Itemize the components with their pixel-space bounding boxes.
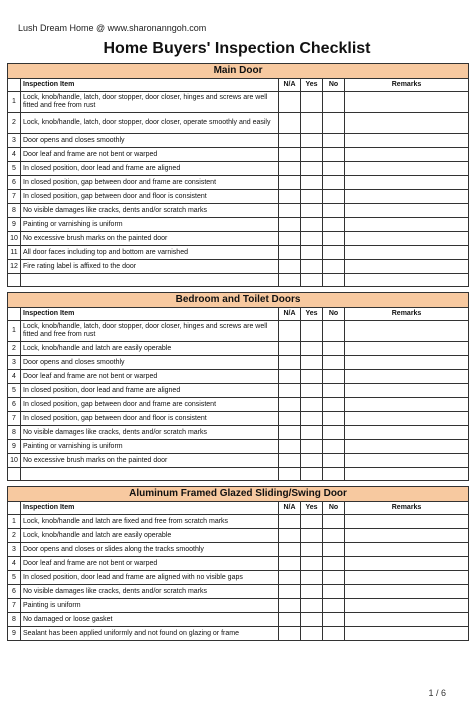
- inspection-item: Lock, knob/handle, latch, door stopper, door closer, operate smoothly and easily: [21, 113, 279, 134]
- checklist-row: [8, 260, 469, 274]
- row-number: 10: [8, 232, 21, 246]
- row-number: 2: [8, 113, 21, 134]
- inspection-item: Fire rating label is affixed to the door: [21, 260, 279, 274]
- na-checkbox-cell[interactable]: [279, 412, 301, 426]
- na-checkbox-cell[interactable]: [279, 134, 301, 148]
- column-header-number: [8, 308, 21, 321]
- row-number: 5: [8, 571, 21, 585]
- row-number: 7: [8, 599, 21, 613]
- inspection-item: Door leaf and frame are not bent or warped: [21, 148, 279, 162]
- yes-checkbox-cell[interactable]: [301, 92, 323, 113]
- remarks-cell[interactable]: [345, 321, 469, 342]
- remarks-cell[interactable]: [345, 585, 469, 599]
- inspection-item: Painting is uniform: [21, 599, 279, 613]
- remarks-cell[interactable]: [345, 440, 469, 454]
- na-checkbox-cell[interactable]: [279, 515, 301, 529]
- column-header-no: No: [323, 308, 345, 321]
- inspection-item: In closed position, gap between door and floor is consistent: [21, 190, 279, 204]
- remarks-cell[interactable]: [345, 515, 469, 529]
- no-checkbox-cell[interactable]: [323, 218, 345, 232]
- na-checkbox-cell[interactable]: [279, 148, 301, 162]
- remarks-cell[interactable]: [345, 557, 469, 571]
- na-checkbox-cell[interactable]: [279, 176, 301, 190]
- row-number: 2: [8, 342, 21, 356]
- no-checkbox-cell[interactable]: [323, 613, 345, 627]
- row-number: 9: [8, 218, 21, 232]
- remarks-cell[interactable]: [345, 599, 469, 613]
- remarks-cell[interactable]: [345, 176, 469, 190]
- row-number: 7: [8, 190, 21, 204]
- no-checkbox-cell[interactable]: [323, 557, 345, 571]
- na-checkbox-cell[interactable]: [279, 113, 301, 134]
- checklist-row: [8, 370, 469, 384]
- inspection-item: Door leaf and frame are not bent or warped: [21, 557, 279, 571]
- checklist-row: [8, 232, 469, 246]
- column-header-remarks: Remarks: [345, 308, 469, 321]
- column-header-no: No: [323, 79, 345, 92]
- column-header-number: [8, 502, 21, 515]
- column-header-row: [8, 308, 469, 321]
- na-checkbox-cell[interactable]: [279, 342, 301, 356]
- yes-checkbox-cell[interactable]: [301, 613, 323, 627]
- column-header-yes: Yes: [301, 79, 323, 92]
- document-title: Home Buyers' Inspection Checklist: [103, 40, 371, 57]
- inspection-item: Painting or varnishing is uniform: [21, 218, 279, 232]
- column-header-na: N/A: [279, 308, 301, 321]
- row-number: 4: [8, 557, 21, 571]
- checklist-row: [8, 176, 469, 190]
- yes-checkbox-cell[interactable]: [301, 426, 323, 440]
- na-checkbox-cell[interactable]: [279, 599, 301, 613]
- na-checkbox-cell[interactable]: [279, 571, 301, 585]
- no-checkbox-cell[interactable]: [323, 398, 345, 412]
- remarks-cell[interactable]: [345, 274, 469, 287]
- checklist-row: [8, 321, 469, 342]
- no-checkbox-cell[interactable]: [323, 356, 345, 370]
- no-checkbox-cell[interactable]: [323, 342, 345, 356]
- section-header: [8, 487, 469, 502]
- remarks-cell[interactable]: [345, 148, 469, 162]
- na-checkbox-cell[interactable]: [279, 627, 301, 641]
- row-number: 3: [8, 134, 21, 148]
- checklist-row: [8, 148, 469, 162]
- blank-row: [8, 274, 469, 287]
- checklist-row: [8, 454, 469, 468]
- inspection-item: Painting or varnishing is uniform: [21, 440, 279, 454]
- column-header-item: Inspection Item: [21, 502, 279, 515]
- blank-row: [8, 468, 469, 481]
- yes-checkbox-cell[interactable]: [301, 454, 323, 468]
- na-checkbox-cell[interactable]: [279, 468, 301, 481]
- row-number: 2: [8, 529, 21, 543]
- column-header-no: No: [323, 502, 345, 515]
- no-checkbox-cell[interactable]: [323, 585, 345, 599]
- yes-checkbox-cell[interactable]: [301, 571, 323, 585]
- checklist-row: [8, 384, 469, 398]
- no-checkbox-cell[interactable]: [323, 529, 345, 543]
- yes-checkbox-cell[interactable]: [301, 370, 323, 384]
- inspection-item: Lock, knob/handle and latch are easily operable: [21, 529, 279, 543]
- na-checkbox-cell[interactable]: [279, 321, 301, 342]
- na-checkbox-cell[interactable]: [279, 232, 301, 246]
- remarks-cell[interactable]: [345, 134, 469, 148]
- column-header-remarks: Remarks: [345, 502, 469, 515]
- inspection-item: Door opens and closes or slides along the tracks smoothly: [21, 543, 279, 557]
- column-header-row: [8, 502, 469, 515]
- checklist-row: [8, 204, 469, 218]
- column-header-number: [8, 79, 21, 92]
- row-number: 10: [8, 454, 21, 468]
- row-number: 5: [8, 162, 21, 176]
- na-checkbox-cell[interactable]: [279, 398, 301, 412]
- row-number: 11: [8, 246, 21, 260]
- yes-checkbox-cell[interactable]: [301, 599, 323, 613]
- checklist-row: [8, 246, 469, 260]
- column-header-remarks: Remarks: [345, 79, 469, 92]
- header-note: Lush Dream Home @ www.sharonanngoh.com: [18, 23, 207, 33]
- remarks-cell[interactable]: [345, 571, 469, 585]
- inspection-item: In closed position, gap between door and frame are consistent: [21, 176, 279, 190]
- checklist-row: [8, 412, 469, 426]
- row-number: 6: [8, 176, 21, 190]
- remarks-cell[interactable]: [345, 113, 469, 134]
- inspection-item: In closed position, gap between door and frame are consistent: [21, 398, 279, 412]
- inspection-item: In closed position, gap between door and floor is consistent: [21, 412, 279, 426]
- inspection-item: All door faces including top and bottom are varnished: [21, 246, 279, 260]
- inspection-item[interactable]: [21, 274, 279, 287]
- checklist-row: [8, 342, 469, 356]
- yes-checkbox-cell[interactable]: [301, 190, 323, 204]
- checklist-row: [8, 190, 469, 204]
- yes-checkbox-cell[interactable]: [301, 218, 323, 232]
- na-checkbox-cell[interactable]: [279, 246, 301, 260]
- row-number: 8: [8, 204, 21, 218]
- column-header-na: N/A: [279, 502, 301, 515]
- na-checkbox-cell[interactable]: [279, 356, 301, 370]
- remarks-cell[interactable]: [345, 384, 469, 398]
- na-checkbox-cell[interactable]: [279, 440, 301, 454]
- checklist-row: [8, 543, 469, 557]
- no-checkbox-cell[interactable]: [323, 468, 345, 481]
- no-checkbox-cell[interactable]: [323, 190, 345, 204]
- remarks-cell[interactable]: [345, 260, 469, 274]
- checklist-row: [8, 557, 469, 571]
- inspection-item: No visible damages like cracks, dents and/or scratch marks: [21, 204, 279, 218]
- no-checkbox-cell[interactable]: [323, 274, 345, 287]
- row-number: 8: [8, 613, 21, 627]
- section-title: Aluminum Framed Glazed Sliding/Swing Door: [8, 487, 469, 502]
- remarks-cell[interactable]: [345, 412, 469, 426]
- na-checkbox-cell[interactable]: [279, 529, 301, 543]
- row-number: [8, 468, 21, 481]
- no-checkbox-cell[interactable]: [323, 321, 345, 342]
- checklist-row: [8, 113, 469, 134]
- checklist-row: [8, 440, 469, 454]
- na-checkbox-cell[interactable]: [279, 190, 301, 204]
- section-title: Main Door: [8, 64, 469, 79]
- section-title: Bedroom and Toilet Doors: [8, 293, 469, 308]
- no-checkbox-cell[interactable]: [323, 162, 345, 176]
- checklist-row: [8, 398, 469, 412]
- checklist-row: [8, 599, 469, 613]
- na-checkbox-cell[interactable]: [279, 454, 301, 468]
- yes-checkbox-cell[interactable]: [301, 162, 323, 176]
- yes-checkbox-cell[interactable]: [301, 232, 323, 246]
- na-checkbox-cell[interactable]: [279, 426, 301, 440]
- remarks-cell[interactable]: [345, 246, 469, 260]
- no-checkbox-cell[interactable]: [323, 412, 345, 426]
- remarks-cell[interactable]: [345, 613, 469, 627]
- na-checkbox-cell[interactable]: [279, 370, 301, 384]
- yes-checkbox-cell[interactable]: [301, 384, 323, 398]
- yes-checkbox-cell[interactable]: [301, 260, 323, 274]
- inspection-item: Door leaf and frame are not bent or warped: [21, 370, 279, 384]
- checklist-row: [8, 92, 469, 113]
- row-number: 1: [8, 515, 21, 529]
- column-header-na: N/A: [279, 79, 301, 92]
- yes-checkbox-cell[interactable]: [301, 529, 323, 543]
- row-number: 1: [8, 321, 21, 342]
- remarks-cell[interactable]: [345, 190, 469, 204]
- no-checkbox-cell[interactable]: [323, 426, 345, 440]
- no-checkbox-cell[interactable]: [323, 599, 345, 613]
- inspection-item: Sealant has been applied uniformly and not found on glazing or frame: [21, 627, 279, 641]
- checklist-row: [8, 529, 469, 543]
- yes-checkbox-cell[interactable]: [301, 204, 323, 218]
- column-header-yes: Yes: [301, 308, 323, 321]
- yes-checkbox-cell[interactable]: [301, 412, 323, 426]
- no-checkbox-cell[interactable]: [323, 204, 345, 218]
- na-checkbox-cell[interactable]: [279, 204, 301, 218]
- yes-checkbox-cell[interactable]: [301, 321, 323, 342]
- inspection-item: No visible damages like cracks, dents and/or scratch marks: [21, 585, 279, 599]
- no-checkbox-cell[interactable]: [323, 92, 345, 113]
- inspection-item: No damaged or loose gasket: [21, 613, 279, 627]
- remarks-cell[interactable]: [345, 426, 469, 440]
- no-checkbox-cell[interactable]: [323, 384, 345, 398]
- checklist-row: [8, 134, 469, 148]
- no-checkbox-cell[interactable]: [323, 134, 345, 148]
- remarks-cell[interactable]: [345, 468, 469, 481]
- remarks-cell[interactable]: [345, 529, 469, 543]
- checklist-row: [8, 585, 469, 599]
- inspection-item: Door opens and closes smoothly: [21, 134, 279, 148]
- yes-checkbox-cell[interactable]: [301, 246, 323, 260]
- inspection-item: Lock, knob/handle, latch, door stopper, door closer, hinges and screws are well fitted and free from rust: [21, 321, 279, 342]
- row-number: 9: [8, 440, 21, 454]
- yes-checkbox-cell[interactable]: [301, 274, 323, 287]
- yes-checkbox-cell[interactable]: [301, 148, 323, 162]
- column-header-item: Inspection Item: [21, 79, 279, 92]
- na-checkbox-cell[interactable]: [279, 557, 301, 571]
- inspection-item: No excessive brush marks on the painted door: [21, 232, 279, 246]
- no-checkbox-cell[interactable]: [323, 543, 345, 557]
- remarks-cell[interactable]: [345, 92, 469, 113]
- checklist-row: [8, 162, 469, 176]
- inspection-item: Lock, knob/handle, latch, door stopper, door closer, hinges and screws are well fitted and free from rust: [21, 92, 279, 113]
- no-checkbox-cell[interactable]: [323, 148, 345, 162]
- yes-checkbox-cell[interactable]: [301, 176, 323, 190]
- na-checkbox-cell[interactable]: [279, 585, 301, 599]
- row-number: 9: [8, 627, 21, 641]
- yes-checkbox-cell[interactable]: [301, 515, 323, 529]
- remarks-cell[interactable]: [345, 370, 469, 384]
- column-header-item: Inspection Item: [21, 308, 279, 321]
- column-header-row: [8, 79, 469, 92]
- row-number: 12: [8, 260, 21, 274]
- na-checkbox-cell[interactable]: [279, 543, 301, 557]
- row-number: [8, 274, 21, 287]
- section-header: [8, 64, 469, 79]
- na-checkbox-cell[interactable]: [279, 274, 301, 287]
- inspection-item: In closed position, door lead and frame are aligned with no visible gaps: [21, 571, 279, 585]
- row-number: 4: [8, 148, 21, 162]
- row-number: 3: [8, 356, 21, 370]
- inspection-item: No excessive brush marks on the painted door: [21, 454, 279, 468]
- page-indicator: 1 / 6: [428, 688, 446, 698]
- inspection-item[interactable]: [21, 468, 279, 481]
- no-checkbox-cell[interactable]: [323, 246, 345, 260]
- no-checkbox-cell[interactable]: [323, 176, 345, 190]
- row-number: 5: [8, 384, 21, 398]
- no-checkbox-cell[interactable]: [323, 454, 345, 468]
- inspection-item: In closed position, door lead and frame are aligned: [21, 384, 279, 398]
- row-number: 8: [8, 426, 21, 440]
- remarks-cell[interactable]: [345, 342, 469, 356]
- row-number: 7: [8, 412, 21, 426]
- inspection-item: In closed position, door lead and frame are aligned: [21, 162, 279, 176]
- inspection-item: Lock, knob/handle and latch are easily operable: [21, 342, 279, 356]
- inspection-item: Lock, knob/handle and latch are fixed and free from scratch marks: [21, 515, 279, 529]
- remarks-cell[interactable]: [345, 454, 469, 468]
- row-number: 4: [8, 370, 21, 384]
- column-header-yes: Yes: [301, 502, 323, 515]
- yes-checkbox-cell[interactable]: [301, 585, 323, 599]
- no-checkbox-cell[interactable]: [323, 515, 345, 529]
- no-checkbox-cell[interactable]: [323, 113, 345, 134]
- checklist-row: [8, 613, 469, 627]
- remarks-cell[interactable]: [345, 162, 469, 176]
- yes-checkbox-cell[interactable]: [301, 356, 323, 370]
- remarks-cell[interactable]: [345, 232, 469, 246]
- yes-checkbox-cell[interactable]: [301, 543, 323, 557]
- na-checkbox-cell[interactable]: [279, 384, 301, 398]
- na-checkbox-cell[interactable]: [279, 218, 301, 232]
- no-checkbox-cell[interactable]: [323, 232, 345, 246]
- checklist-row: [8, 426, 469, 440]
- remarks-cell[interactable]: [345, 218, 469, 232]
- row-number: 6: [8, 585, 21, 599]
- row-number: 6: [8, 398, 21, 412]
- checklist-table: [7, 63, 469, 641]
- checklist-row: [8, 571, 469, 585]
- na-checkbox-cell[interactable]: [279, 613, 301, 627]
- remarks-cell[interactable]: [345, 356, 469, 370]
- inspection-item: Door opens and closes smoothly: [21, 356, 279, 370]
- section-header: [8, 293, 469, 308]
- na-checkbox-cell[interactable]: [279, 162, 301, 176]
- no-checkbox-cell[interactable]: [323, 370, 345, 384]
- na-checkbox-cell[interactable]: [279, 260, 301, 274]
- checklist-row: [8, 515, 469, 529]
- no-checkbox-cell[interactable]: [323, 627, 345, 641]
- inspection-item: No visible damages like cracks, dents and/or scratch marks: [21, 426, 279, 440]
- remarks-cell[interactable]: [345, 543, 469, 557]
- yes-checkbox-cell[interactable]: [301, 627, 323, 641]
- yes-checkbox-cell[interactable]: [301, 134, 323, 148]
- remarks-cell[interactable]: [345, 627, 469, 641]
- yes-checkbox-cell[interactable]: [301, 398, 323, 412]
- yes-checkbox-cell[interactable]: [301, 342, 323, 356]
- no-checkbox-cell[interactable]: [323, 440, 345, 454]
- row-number: 3: [8, 543, 21, 557]
- checklist-sheet: [7, 63, 468, 641]
- remarks-cell[interactable]: [345, 204, 469, 218]
- no-checkbox-cell[interactable]: [323, 571, 345, 585]
- checklist-row: [8, 627, 469, 641]
- checklist-row: [8, 356, 469, 370]
- na-checkbox-cell[interactable]: [279, 92, 301, 113]
- yes-checkbox-cell[interactable]: [301, 440, 323, 454]
- no-checkbox-cell[interactable]: [323, 260, 345, 274]
- yes-checkbox-cell[interactable]: [301, 113, 323, 134]
- row-number: 1: [8, 92, 21, 113]
- checklist-row: [8, 218, 469, 232]
- remarks-cell[interactable]: [345, 398, 469, 412]
- yes-checkbox-cell[interactable]: [301, 557, 323, 571]
- yes-checkbox-cell[interactable]: [301, 468, 323, 481]
